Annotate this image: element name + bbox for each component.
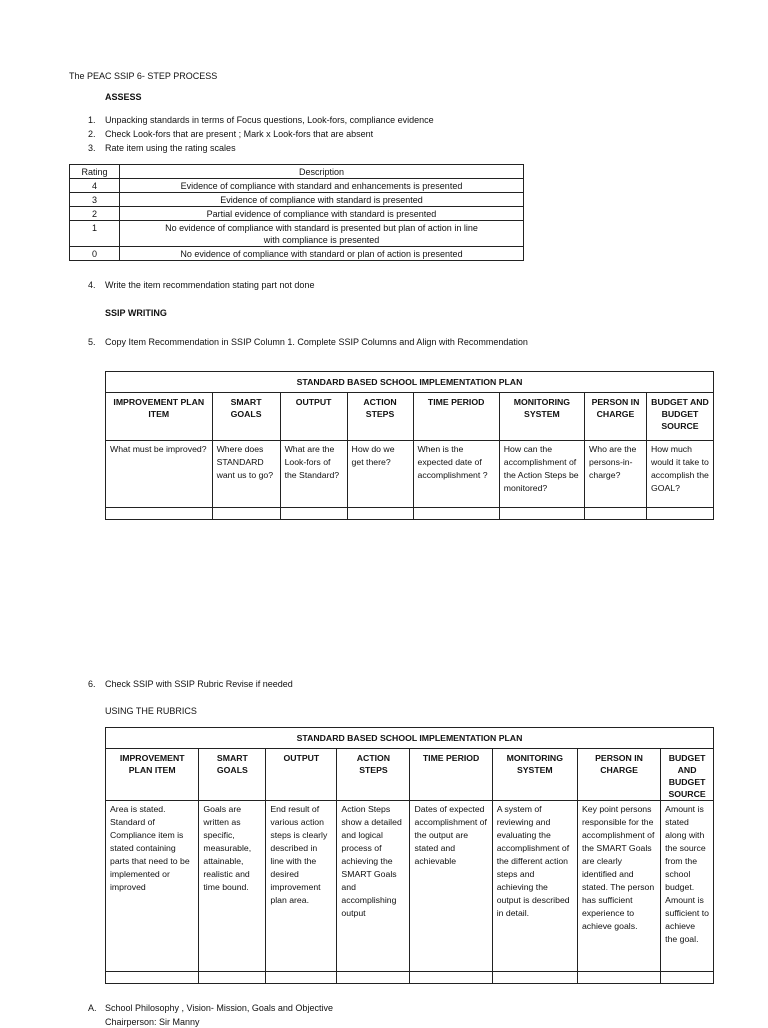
step-4 [88,280,315,291]
rating-header: Rating [70,165,120,179]
rating-cell: 2 [70,207,120,221]
plan-table-title: STANDARD BASED SCHOOL IMPLEMENTATION PLAN [106,728,714,749]
table-header-row [106,749,714,801]
empty-cell [106,508,213,520]
empty-cell [661,972,714,984]
table-row [70,193,524,207]
list-number: 5. [88,337,96,347]
list-item [88,113,434,127]
column-header: MONITORING SYSTEM [492,749,577,801]
empty-cell [199,972,266,984]
list-text: Check SSIP with SSIP Rubric Revise if needed [105,679,293,689]
empty-table-row [106,972,714,984]
list-number: 3. [88,143,96,153]
table-row [106,441,714,508]
steps-list-1-3 [88,113,434,155]
empty-cell [646,508,713,520]
list-text: Unpacking standards in terms of Focus questions, Look-fors, compliance evidence [105,115,434,125]
empty-cell [492,972,577,984]
description-cell: Evidence of compliance with standard is presented [120,193,524,207]
column-header: IMPROVEMENT PLAN ITEM [106,749,199,801]
column-header: BUDGET AND BUDGET SOURCE [646,393,713,441]
description-header: Description [120,165,524,179]
empty-cell [499,508,584,520]
rubrics-heading: USING THE RUBRICS [105,706,197,716]
table-cell: Area is stated. Standard of Compliance item is stated containing parts that need to be implemented or improved [106,801,199,972]
description-cell: No evidence of compliance with standard or plan of action is presented [120,247,524,261]
empty-cell [410,972,492,984]
table-cell: A system of reviewing and evaluating the accomplishment of the different action steps and achieving the output is described in detail. [492,801,577,972]
ssip-writing-heading: SSIP WRITING [105,308,167,318]
empty-cell [337,972,410,984]
table-title-row [106,372,714,393]
column-header: TIME PERIOD [413,393,499,441]
column-header: MONITORING SYSTEM [499,393,584,441]
rating-cell: 3 [70,193,120,207]
column-header: BUDGET AND BUDGET SOURCE [661,749,714,801]
assess-heading: ASSESS [105,92,142,102]
list-number: A. [88,1003,97,1013]
column-header: ACTION STEPS [337,749,410,801]
empty-cell [280,508,347,520]
document-title: The PEAC SSIP 6- STEP PROCESS [69,71,218,81]
empty-table-row [106,508,714,520]
list-item [88,141,434,155]
empty-cell [413,508,499,520]
list-text: School Philosophy , Vision- Mission, Goals and Objective [105,1003,333,1013]
empty-cell [585,508,647,520]
list-number: 1. [88,115,96,125]
rating-cell: 4 [70,179,120,193]
list-number: 2. [88,129,96,139]
column-header: OUTPUT [280,393,347,441]
table-cell: Action Steps show a detailed and logical process of achieving the SMART Goals and accomplishing output [337,801,410,972]
implementation-plan-table-1 [105,371,714,520]
table-row [70,247,524,261]
table-cell: How much would it take to accomplish the GOAL? [646,441,713,508]
list-text: Copy Item Recommendation in SSIP Column 1. Complete SSIP Columns and Align with Recommendation [105,337,528,347]
column-header: PERSON IN CHARGE [577,749,660,801]
implementation-plan-table-2 [105,727,714,984]
table-cell: How can the accomplishment of the Action Steps be monitored? [499,441,584,508]
empty-cell [106,972,199,984]
table-cell: Dates of expected accomplishment of the output are stated and achievable [410,801,492,972]
list-item [88,127,434,141]
chairperson-line: Chairperson: Sir Manny [105,1017,200,1027]
description-cell: No evidence of compliance with standard is presented but plan of action in line with compliance is presented [120,221,524,247]
column-header: ACTION STEPS [347,393,413,441]
table-cell: End result of various action steps is clearly described in line with the desired improvement plan area. [266,801,337,972]
table-cell: Where does STANDARD want us to go? [212,441,280,508]
column-header: SMART GOALS [212,393,280,441]
table-header-row [70,165,524,179]
plan-table-title: STANDARD BASED SCHOOL IMPLEMENTATION PLAN [106,372,714,393]
step-6 [88,679,293,690]
list-text: Rate item using the rating scales [105,143,236,153]
description-cell: Evidence of compliance with standard and enhancements is presented [120,179,524,193]
table-cell: What must be improved? [106,441,213,508]
table-cell: When is the expected date of accomplishment ? [413,441,499,508]
list-text: Write the item recommendation stating part not done [105,280,315,290]
table-cell: What are the Look-fors of the Standard? [280,441,347,508]
table-cell: Key point persons responsible for the accomplishment of the SMART Goals are clearly identified and stated. The person has sufficient experience to achieve goals. [577,801,660,972]
rating-table [69,164,524,261]
section-a [88,1003,333,1014]
table-cell: Amount is stated along with the source from the school budget. Amount is sufficient to achieve the goal. [661,801,714,972]
table-title-row [106,728,714,749]
table-cell: Who are the persons-in-charge? [585,441,647,508]
rating-cell: 0 [70,247,120,261]
table-row [106,801,714,972]
table-cell: How do we get there? [347,441,413,508]
step-5 [88,337,528,348]
empty-cell [212,508,280,520]
table-row [70,179,524,193]
empty-cell [577,972,660,984]
description-cell: Partial evidence of compliance with standard is presented [120,207,524,221]
list-number: 4. [88,280,96,290]
table-row [70,221,524,247]
empty-cell [347,508,413,520]
list-number: 6. [88,679,96,689]
column-header: OUTPUT [266,749,337,801]
list-text: Check Look-fors that are present ; Mark x Look-fors that are absent [105,129,374,139]
empty-cell [266,972,337,984]
column-header: IMPROVEMENT PLAN ITEM [106,393,213,441]
column-header: TIME PERIOD [410,749,492,801]
column-header: SMART GOALS [199,749,266,801]
rating-cell: 1 [70,221,120,247]
table-row [70,207,524,221]
table-header-row [106,393,714,441]
table-cell: Goals are written as specific, measurable, attainable, realistic and time bound. [199,801,266,972]
column-header: PERSON IN CHARGE [585,393,647,441]
